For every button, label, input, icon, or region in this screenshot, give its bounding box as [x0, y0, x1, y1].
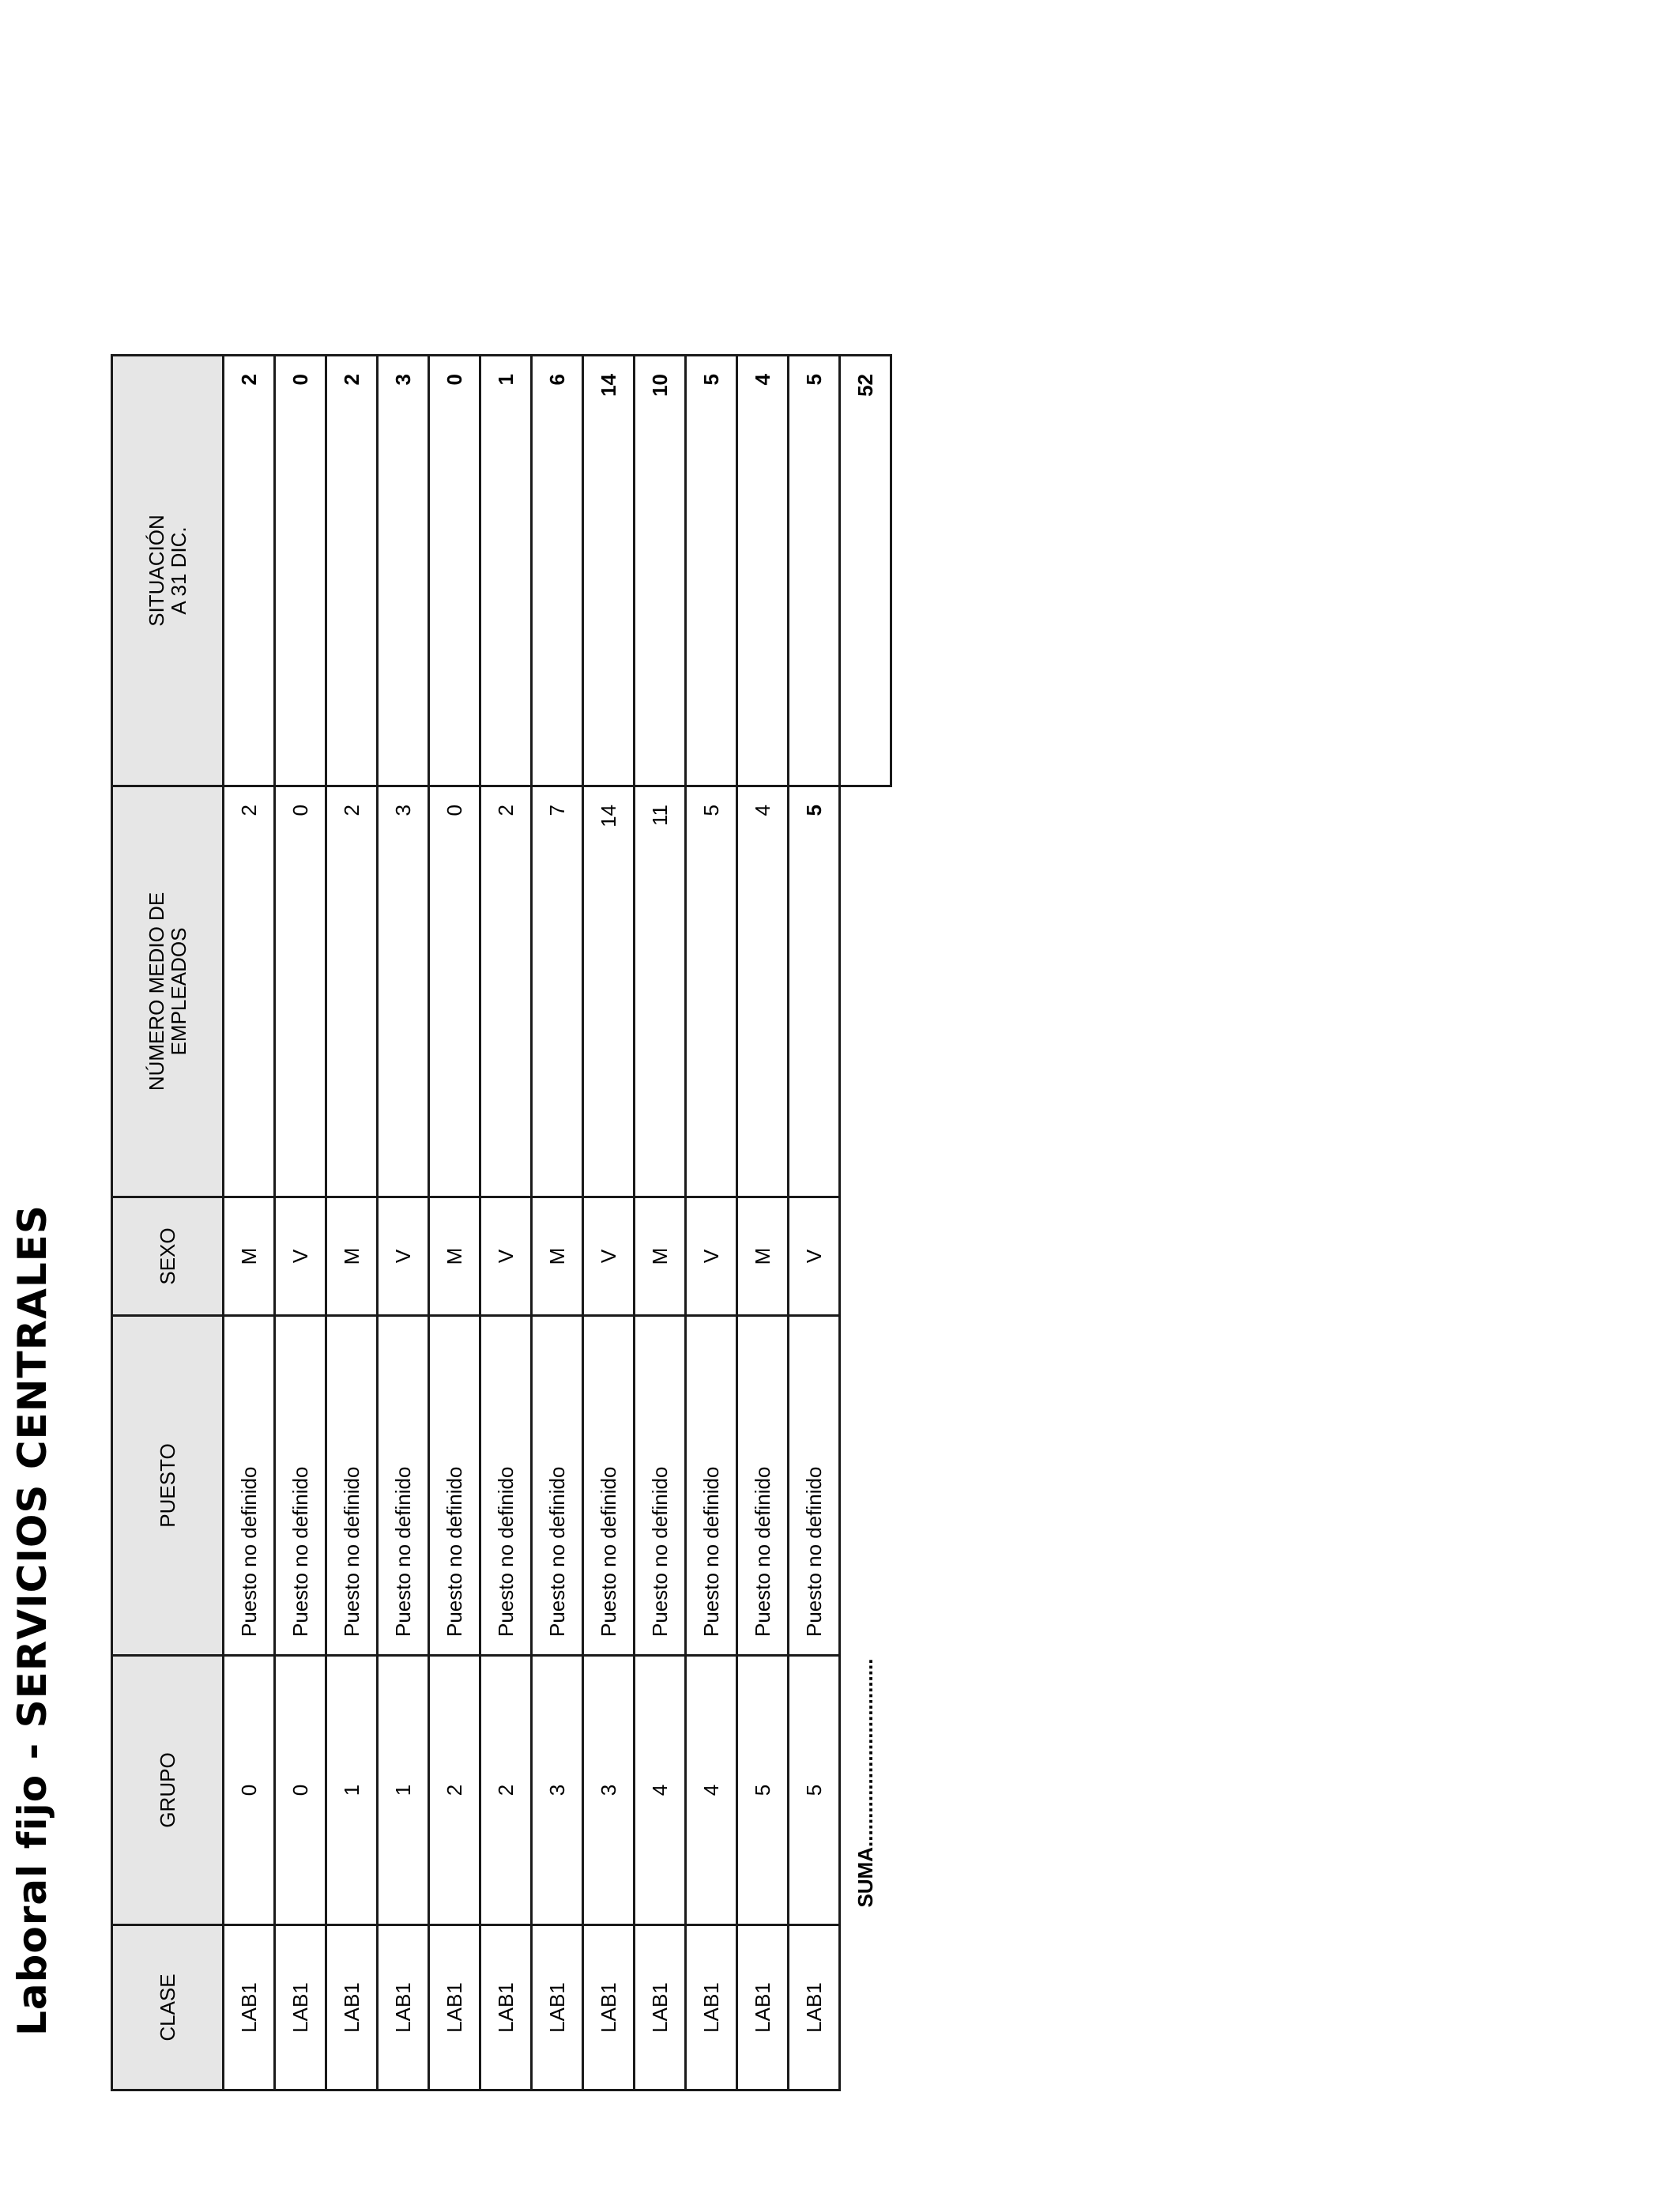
cell-puesto: Puesto no definido	[275, 1316, 326, 1656]
cell-sexo: M	[635, 1197, 686, 1316]
cell-sexo: M	[326, 1197, 378, 1316]
cell-situacion: 2	[326, 356, 378, 786]
table-row	[378, 356, 429, 2090]
cell-numero-medio: 11	[635, 786, 686, 1197]
cell-clase: LAB1	[635, 1925, 686, 2090]
cell-puesto: Puesto no definido	[635, 1316, 686, 1656]
cell-sexo: M	[429, 1197, 480, 1316]
sum-empty	[840, 786, 891, 1316]
cell-puesto: Puesto no definido	[224, 1316, 275, 1656]
table-row	[275, 356, 326, 2090]
cell-situacion: 6	[532, 356, 583, 786]
cell-grupo: 0	[275, 1656, 326, 1925]
cell-numero-medio: 4	[737, 786, 789, 1197]
table-row	[737, 356, 789, 2090]
cell-numero-medio: 5	[686, 786, 737, 1197]
cell-situacion: 0	[275, 356, 326, 786]
cell-grupo: 0	[224, 1656, 275, 1925]
table-header-row	[112, 356, 224, 2090]
cell-numero-medio: 7	[532, 786, 583, 1197]
cell-clase: LAB1	[480, 1925, 532, 2090]
cell-situacion: 3	[378, 356, 429, 786]
cell-puesto: Puesto no definido	[789, 1316, 840, 1656]
table-row	[686, 356, 737, 2090]
table-row	[532, 356, 583, 2090]
table-row	[480, 356, 532, 2090]
cell-clase: LAB1	[224, 1925, 275, 2090]
employees-table	[111, 354, 892, 2091]
cell-puesto: Puesto no definido	[532, 1316, 583, 1656]
cell-puesto: Puesto no definido	[378, 1316, 429, 1656]
cell-grupo: 5	[737, 1656, 789, 1925]
table-row	[326, 356, 378, 2090]
table-row	[429, 356, 480, 2090]
sum-row	[840, 356, 891, 2090]
cell-sexo: V	[686, 1197, 737, 1316]
header-situacion	[112, 356, 224, 786]
cell-puesto: Puesto no definido	[583, 1316, 635, 1656]
cell-grupo: 1	[378, 1656, 429, 1925]
cell-sexo: M	[224, 1197, 275, 1316]
cell-sexo: M	[737, 1197, 789, 1316]
cell-clase: LAB1	[275, 1925, 326, 2090]
cell-grupo: 5	[789, 1656, 840, 1925]
header-numero-medio	[112, 786, 224, 1197]
header-sexo: SEXO	[112, 1197, 224, 1316]
cell-grupo: 2	[429, 1656, 480, 1925]
cell-numero-medio: 5	[789, 786, 840, 1197]
cell-puesto: Puesto no definido	[686, 1316, 737, 1656]
cell-clase: LAB1	[326, 1925, 378, 2090]
cell-situacion: 5	[686, 356, 737, 786]
cell-sexo: V	[583, 1197, 635, 1316]
cell-clase: LAB1	[686, 1925, 737, 2090]
header-situacion-line1: SITUACIÓN	[145, 515, 168, 627]
cell-situacion: 5	[789, 356, 840, 786]
cell-numero-medio: 2	[326, 786, 378, 1197]
header-numero-medio-line1: NÚMERO MEDIO DE	[145, 892, 168, 1091]
cell-puesto: Puesto no definido	[326, 1316, 378, 1656]
cell-situacion: 0	[429, 356, 480, 786]
page-title: Laboral fijo - SERVICIOS CENTRALES	[9, 1204, 55, 2036]
cell-numero-medio: 3	[378, 786, 429, 1197]
table-row	[583, 356, 635, 2090]
cell-numero-medio: 14	[583, 786, 635, 1197]
cell-clase: LAB1	[429, 1925, 480, 2090]
cell-grupo: 4	[686, 1656, 737, 1925]
cell-situacion: 4	[737, 356, 789, 786]
header-clase: CLASE	[112, 1925, 224, 2090]
cell-clase: LAB1	[789, 1925, 840, 2090]
cell-clase: LAB1	[737, 1925, 789, 2090]
sum-total: 52	[840, 356, 891, 786]
cell-clase: LAB1	[532, 1925, 583, 2090]
cell-grupo: 3	[583, 1656, 635, 1925]
cell-puesto: Puesto no definido	[480, 1316, 532, 1656]
header-puesto: PUESTO	[112, 1316, 224, 1656]
cell-numero-medio: 0	[275, 786, 326, 1197]
table-row	[635, 356, 686, 2090]
sum-spacer	[840, 1925, 891, 2090]
cell-grupo: 3	[532, 1656, 583, 1925]
sum-label: SUMA.................................	[853, 1658, 878, 1908]
table-row	[224, 356, 275, 2090]
cell-situacion: 1	[480, 356, 532, 786]
cell-grupo: 1	[326, 1656, 378, 1925]
cell-numero-medio: 0	[429, 786, 480, 1197]
cell-grupo: 4	[635, 1656, 686, 1925]
cell-clase: LAB1	[378, 1925, 429, 2090]
cell-puesto: Puesto no definido	[737, 1316, 789, 1656]
cell-numero-medio: 2	[224, 786, 275, 1197]
cell-sexo: M	[532, 1197, 583, 1316]
cell-puesto: Puesto no definido	[429, 1316, 480, 1656]
cell-sexo: V	[378, 1197, 429, 1316]
header-numero-medio-line2: EMPLEADOS	[167, 927, 190, 1056]
cell-sexo: V	[275, 1197, 326, 1316]
table-row	[789, 356, 840, 2090]
sum-label-cell	[840, 1316, 891, 1925]
header-grupo: GRUPO	[112, 1656, 224, 1925]
cell-situacion: 2	[224, 356, 275, 786]
cell-situacion: 10	[635, 356, 686, 786]
header-situacion-line2: A 31 DIC.	[167, 526, 190, 615]
cell-grupo: 2	[480, 1656, 532, 1925]
cell-sexo: V	[789, 1197, 840, 1316]
cell-clase: LAB1	[583, 1925, 635, 2090]
cell-situacion: 14	[583, 356, 635, 786]
cell-numero-medio: 2	[480, 786, 532, 1197]
cell-sexo: V	[480, 1197, 532, 1316]
